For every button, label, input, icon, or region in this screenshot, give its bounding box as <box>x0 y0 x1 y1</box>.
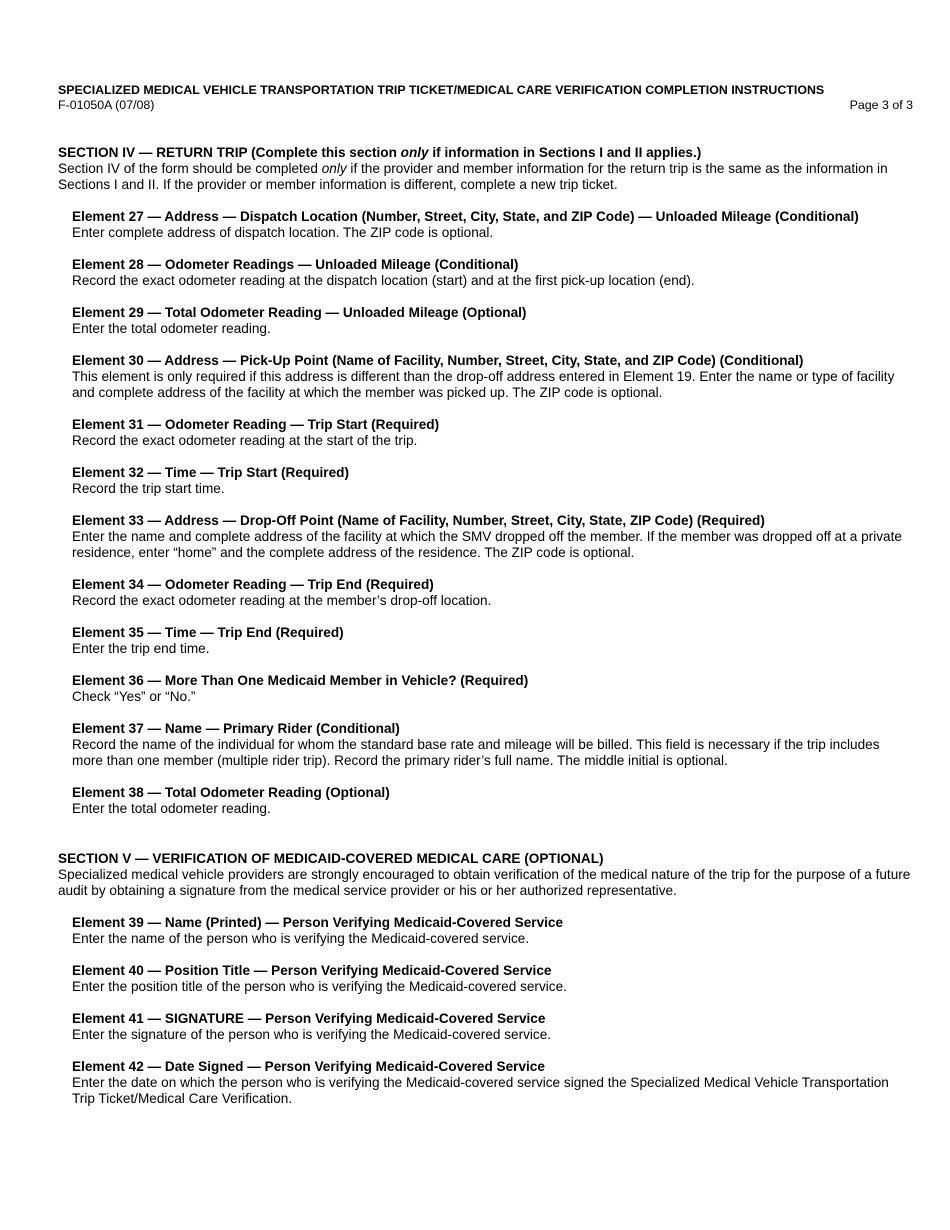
element-title: Element 34 — Odometer Reading — Trip End (Required) <box>72 577 434 592</box>
element-title: Element 31 — Odometer Reading — Trip Start (Required) <box>72 417 440 432</box>
element-instructions: Enter the total odometer reading. <box>72 801 271 816</box>
element-instructions: Record the exact odometer reading at the dispatch location (start) and at the first pick-up location (end). <box>72 273 695 288</box>
element-title: Element 35 — Time — Trip End (Required) <box>72 625 344 640</box>
element-title: Element 41 — SIGNATURE — Person Verifying Medicaid-Covered Service <box>72 1011 546 1026</box>
element-title: Element 32 — Time — Trip Start (Required) <box>72 465 349 480</box>
section-v-heading: SECTION V — VERIFICATION OF MEDICAID-COVERED MEDICAL CARE (OPTIONAL) <box>58 851 604 866</box>
element-29 <box>72 305 913 337</box>
element-instructions: Enter the trip end time. <box>72 641 210 656</box>
element-instructions: Record the exact odometer reading at the start of the trip. <box>72 433 418 448</box>
section-v <box>58 851 913 1107</box>
element-38 <box>72 785 913 817</box>
document-meta <box>58 98 913 113</box>
element-title: Element 27 — Address — Dispatch Location (Number, Street, City, State, and ZIP Code) — Unloaded Mileage (Conditional) <box>72 209 859 224</box>
element-37 <box>72 721 913 769</box>
element-31 <box>72 417 913 449</box>
element-instructions: Enter complete address of dispatch location. The ZIP code is optional. <box>72 225 494 240</box>
element-instructions: Enter the signature of the person who is verifying the Medicaid-covered service. <box>72 1027 552 1042</box>
section-iv-intro: Section IV of the form should be completed only if the provider and member information for the return trip is the same as the information in Sections I and II. If the provider or member information is different, complete a new trip ticket. <box>58 161 888 192</box>
document-title: SPECIALIZED MEDICAL VEHICLE TRANSPORTATION TRIP TICKET/MEDICAL CARE VERIFICATION COMPLETION INSTRUCTIONS <box>58 83 825 97</box>
section-iv-elements <box>72 209 913 817</box>
element-28 <box>72 257 913 289</box>
element-instructions: Enter the total odometer reading. <box>72 321 271 336</box>
element-39 <box>72 915 913 947</box>
element-40 <box>72 963 913 995</box>
element-title: Element 38 — Total Odometer Reading (Optional) <box>72 785 390 800</box>
element-30 <box>72 353 913 401</box>
element-instructions: Record the trip start time. <box>72 481 225 496</box>
element-title: Element 36 — More Than One Medicaid Member in Vehicle? (Required) <box>72 673 529 688</box>
element-title: Element 42 — Date Signed — Person Verifying Medicaid-Covered Service <box>72 1059 545 1074</box>
element-instructions: Check “Yes” or “No.” <box>72 689 196 704</box>
element-title: Element 30 — Address — Pick-Up Point (Name of Facility, Number, Street, City, State, and ZIP Code) (Conditional) <box>72 353 804 368</box>
element-35 <box>72 625 913 657</box>
form-id: F-01050A (07/08) <box>58 98 155 112</box>
element-title: Element 40 — Position Title — Person Verifying Medicaid-Covered Service <box>72 963 552 978</box>
section-v-elements <box>72 915 913 1107</box>
element-33 <box>72 513 913 561</box>
element-title: Element 29 — Total Odometer Reading — Unloaded Mileage (Optional) <box>72 305 527 320</box>
section-v-intro: Specialized medical vehicle providers are strongly encouraged to obtain verification of the medical nature of the trip for the purpose of a future audit by obtaining a signature from the medical service provider or his or her authorized representative. <box>58 867 911 898</box>
element-instructions: Enter the position title of the person who is verifying the Medicaid-covered service. <box>72 979 567 994</box>
section-iv <box>58 145 913 817</box>
element-instructions: Record the exact odometer reading at the member’s drop-off location. <box>72 593 492 608</box>
element-instructions: Enter the date on which the person who is verifying the Medicaid-covered service signed the Specialized Medical Vehicle Transportation Trip Ticket/Medical Care Verification. <box>72 1075 889 1106</box>
element-title: Element 28 — Odometer Readings — Unloaded Mileage (Conditional) <box>72 257 519 272</box>
element-instructions: Record the name of the individual for whom the standard base rate and mileage will be billed. This field is necessary if the trip includes more than one member (multiple rider trip). Record the primary rider’s full name. The middle initial is optional. <box>72 737 880 768</box>
element-42 <box>72 1059 913 1107</box>
element-title: Element 37 — Name — Primary Rider (Conditional) <box>72 721 400 736</box>
element-32 <box>72 465 913 497</box>
element-instructions: Enter the name and complete address of the facility at which the SMV dropped off the member. If the member was dropped off at a private residence, enter “home” and the complete address of the residence. The ZIP code is optional. <box>72 529 902 560</box>
element-36 <box>72 673 913 705</box>
document-page <box>58 83 913 1107</box>
page-number: Page 3 of 3 <box>849 98 913 112</box>
element-27 <box>72 209 913 241</box>
element-41 <box>72 1011 913 1043</box>
section-iv-heading: SECTION IV — RETURN TRIP (Complete this section only if information in Sections I and II applies.) <box>58 145 702 160</box>
element-title: Element 33 — Address — Drop-Off Point (Name of Facility, Number, Street, City, State, ZIP Code) (Required) <box>72 513 765 528</box>
element-title: Element 39 — Name (Printed) — Person Verifying Medicaid-Covered Service <box>72 915 564 930</box>
element-34 <box>72 577 913 609</box>
element-instructions: Enter the name of the person who is verifying the Medicaid-covered service. <box>72 931 530 946</box>
element-instructions: This element is only required if this address is different than the drop-off address entered in Element 19. Enter the name or type of facility and complete address of the facility at which the member was picked up. The ZIP code is optional. <box>72 369 895 400</box>
